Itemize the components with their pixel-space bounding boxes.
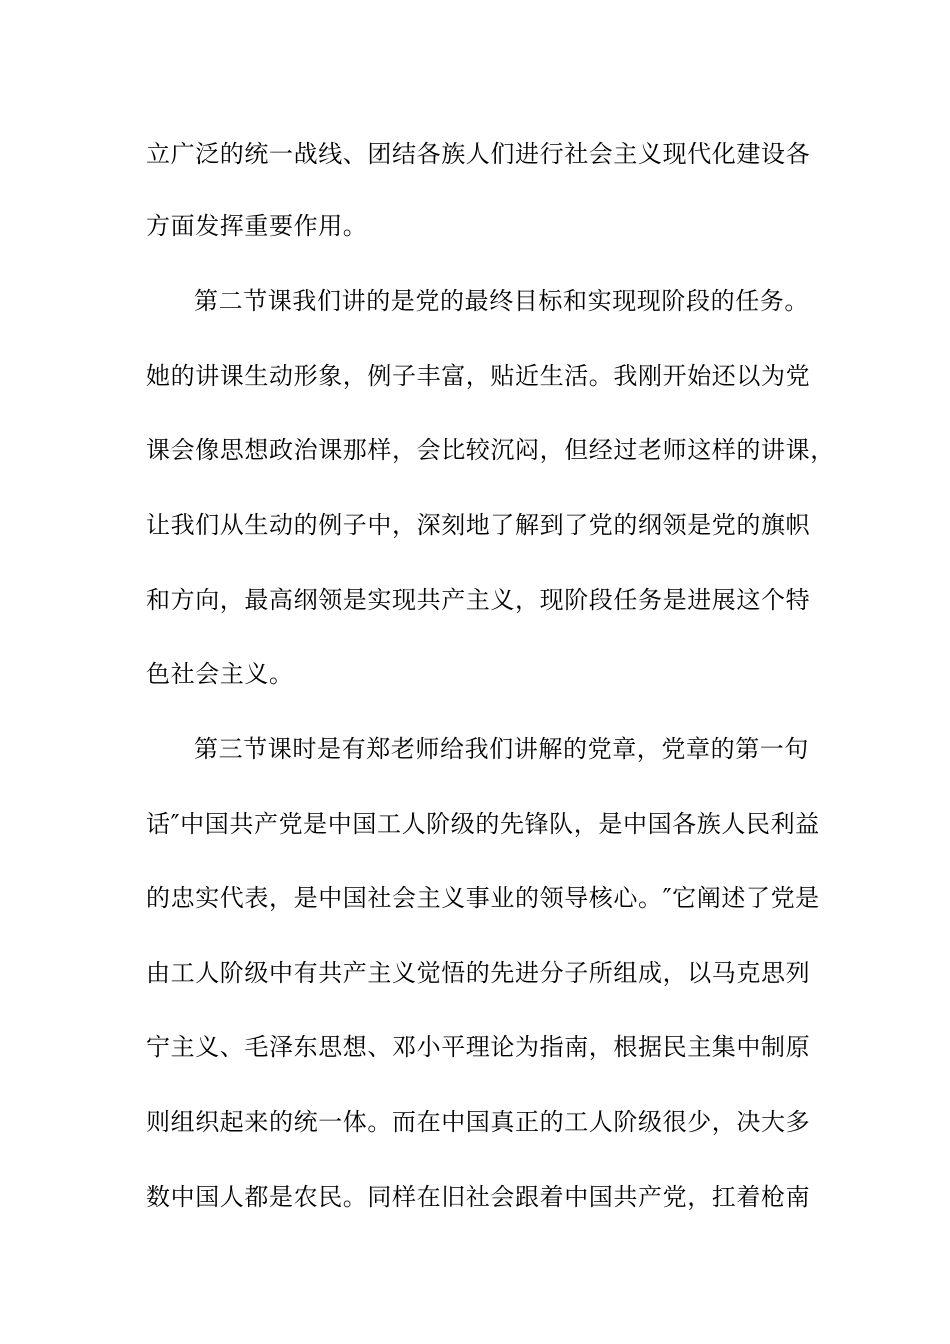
text-line: 让我们从生动的例子中，深刻地了解到了党的纲领是党的旗帜 — [146, 511, 811, 539]
text-line: 话″中国共产党是中国工人阶级的先锋队，是中国各族人民利益 — [146, 810, 820, 838]
text-line: 和方向，最高纲领是实现共产主义，现阶段任务是进展这个特 — [146, 586, 811, 614]
paragraph-start-line: 第三节课时是有郑老师给我们讲解的党章，党章的第一句 — [194, 735, 809, 763]
text-line: 立广泛的统一战线、团结各族人们进行社会主义现代化建设各 — [146, 140, 811, 168]
text-line: 的忠实代表，是中国社会主义事业的领导核心。″它阐述了党是 — [146, 884, 820, 912]
text-line: 方面发挥重要作用。 — [146, 212, 368, 240]
text-line: 她的讲课生动形象，例子丰富，贴近生活。我刚开始还以为党 — [146, 362, 811, 390]
text-line: 色社会主义。 — [146, 660, 294, 688]
text-line: 则组织起来的统一体。而在中国真正的工人阶级很少，决大多 — [146, 1108, 811, 1136]
text-line: 数中国人都是农民。同样在旧社会跟着中国共产党，扛着枪南 — [146, 1183, 811, 1211]
paragraph-start-line: 第二节课我们讲的是党的最终目标和实现现阶段的任务。 — [194, 287, 809, 315]
text-line: 宁主义、毛泽东思想、邓小平理论为指南，根据民主集中制原 — [146, 1033, 811, 1061]
text-line: 课会像思想政治课那样，会比较沉闷，但经过老师这样的讲课， — [146, 436, 835, 464]
text-line: 由工人阶级中有共产主义觉悟的先进分子所组成，以马克思列 — [146, 959, 811, 987]
